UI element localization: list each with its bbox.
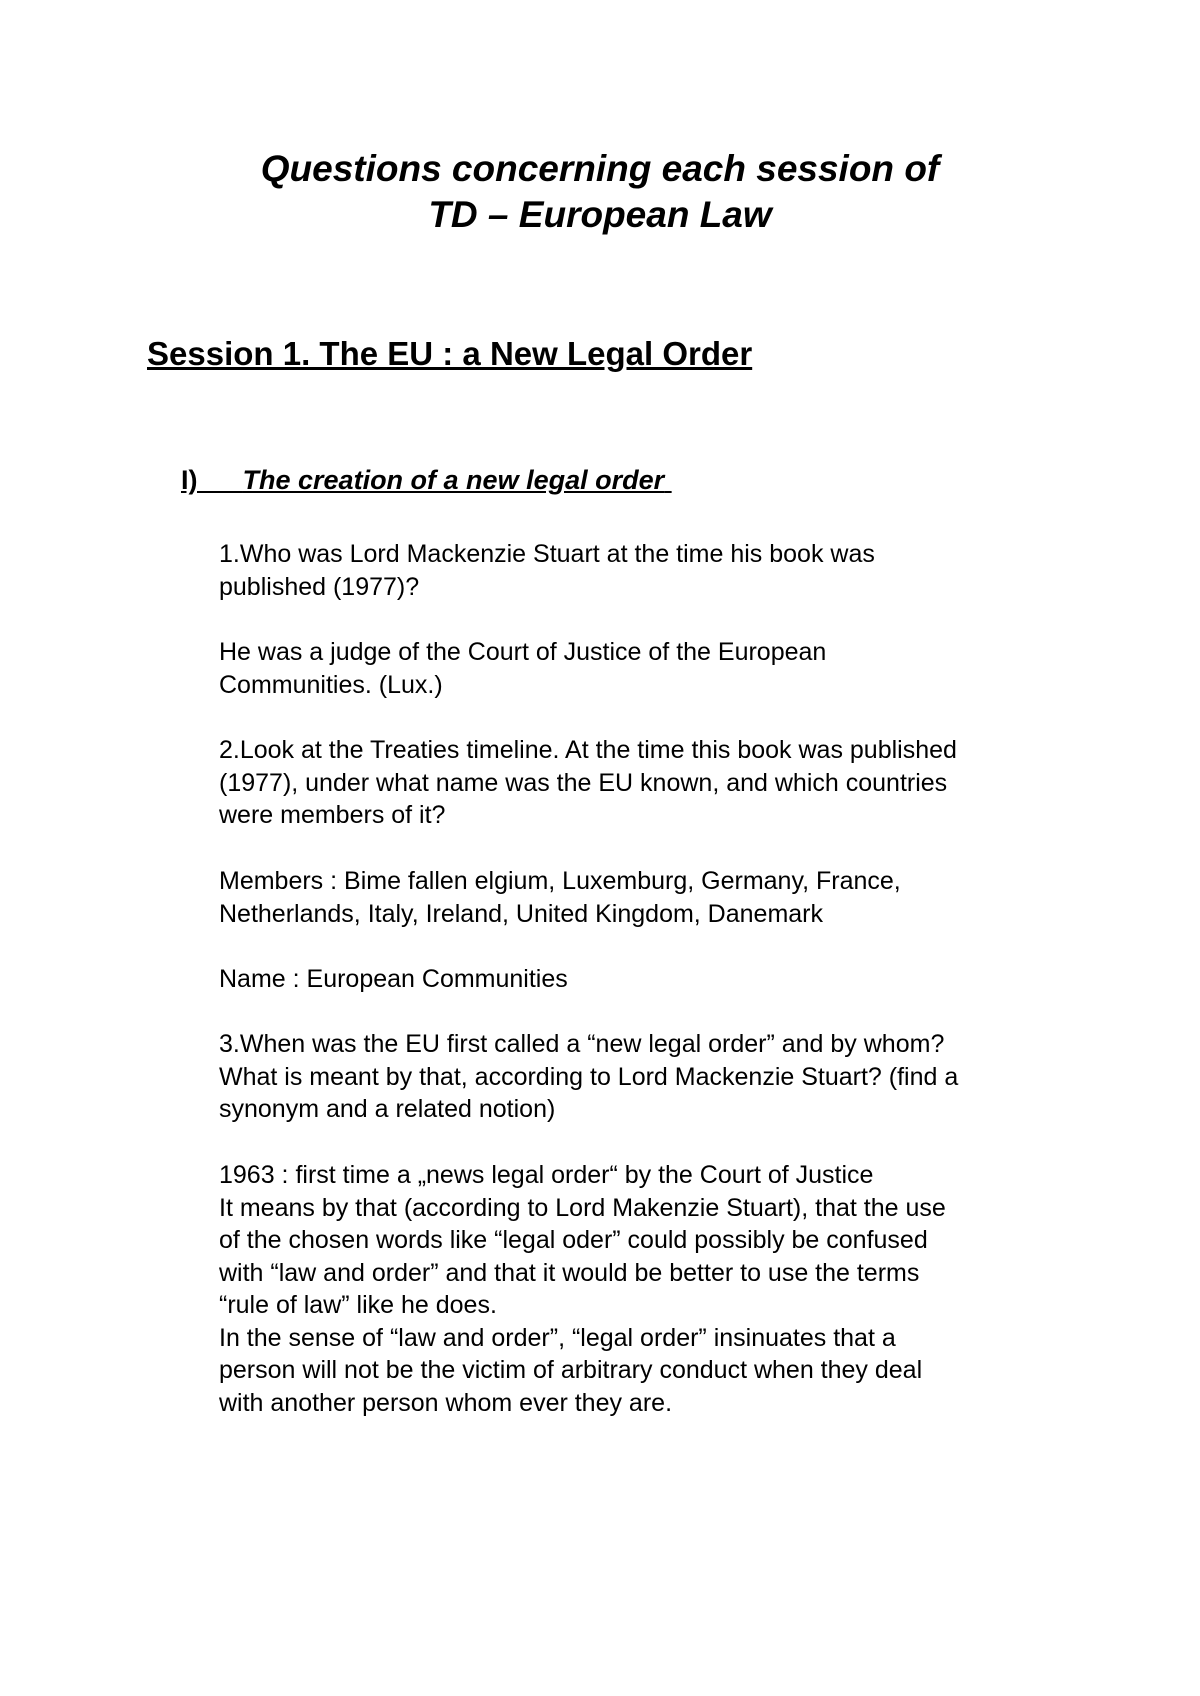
answer-2-members bbox=[219, 865, 1119, 930]
text-line: (1977), under what name was the EU known, and which countries bbox=[219, 768, 948, 797]
text-line: 1.Who was Lord Mackenzie Stuart at the time his book was bbox=[219, 540, 875, 568]
text-line: It means by that (according to Lord Makenzie Stuart), that the use bbox=[219, 1193, 946, 1222]
text-line: synonym and a related notion) bbox=[219, 1095, 556, 1123]
text-line: Netherlands, Italy, Ireland, United Kingdom, Danemark bbox=[219, 899, 824, 928]
text-line: published (1977)? bbox=[219, 572, 420, 601]
text-line: with “law and order” and that it would be better to use the terms bbox=[219, 1258, 920, 1287]
document-title-line-2: TD – European Law bbox=[428, 194, 772, 235]
question-3 bbox=[219, 1028, 1119, 1126]
section-number: I) bbox=[181, 465, 198, 495]
document-title-line-1: Questions concerning each session of bbox=[260, 148, 940, 189]
text-line: with another person whom ever they are. bbox=[219, 1388, 673, 1417]
session-heading: Session 1. The EU : a New Legal Order bbox=[147, 335, 753, 372]
question-1 bbox=[219, 538, 1119, 603]
text-line: Communities. (Lux.) bbox=[219, 670, 443, 699]
answer-2-name bbox=[219, 963, 1119, 996]
text-line: 2.Look at the Treaties timeline. At the time this book was published bbox=[219, 736, 957, 764]
text-line: What is meant by that, according to Lord Mackenzie Stuart? (find a bbox=[219, 1062, 959, 1091]
text-line: were members of it? bbox=[219, 801, 446, 829]
question-2 bbox=[219, 734, 1119, 832]
text-line: 1963 : first time a „news legal order“ by the Court of Justice bbox=[219, 1161, 874, 1189]
answer-1 bbox=[219, 636, 1119, 701]
answer-3 bbox=[219, 1159, 1119, 1419]
text-line: Name : European Communities bbox=[219, 965, 568, 993]
text-line: “rule of law” like he does. bbox=[219, 1291, 497, 1319]
section-heading bbox=[181, 463, 672, 497]
text-line: 3.When was the EU first called a “new legal order” and by whom? bbox=[219, 1030, 945, 1058]
text-line: He was a judge of the Court of Justice of the European bbox=[219, 638, 827, 666]
text-line: Members : Bime fallen elgium, Luxemburg, Germany, France, bbox=[219, 867, 901, 895]
text-line: of the chosen words like “legal oder” could possibly be confused bbox=[219, 1226, 928, 1254]
text-line: In the sense of “law and order”, “legal order” insinuates that a bbox=[219, 1323, 896, 1352]
text-line: person will not be the victim of arbitrary conduct when they deal bbox=[219, 1356, 923, 1384]
section-title: The creation of a new legal order bbox=[242, 465, 665, 495]
